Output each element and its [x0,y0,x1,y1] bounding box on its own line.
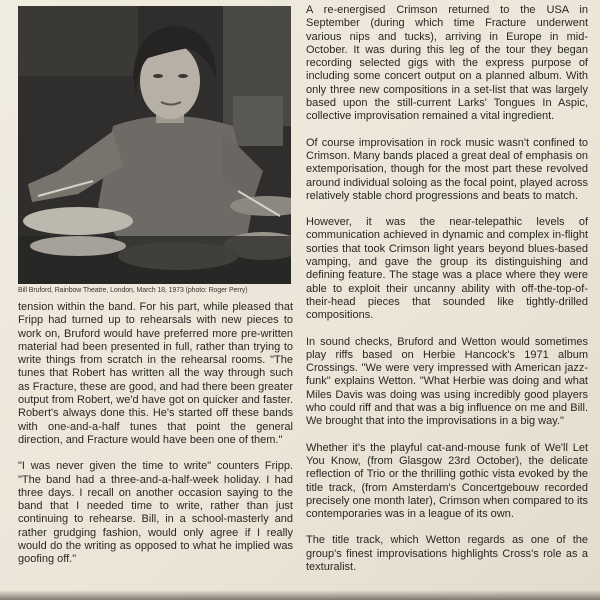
left-paragraph-2: "I was never given the time to write" counters Fripp. "The band had a three-and-a-half-week holiday. I had three days. I recall on another occasion saying to the band that I needed time to write, rather than just continuing to rehearse. Bill, in a school-masterly and rather grudging fashion, would only agree if I really would do the writing as opposed to what he implied was goofing off." [18,460,293,566]
right-text-column [306,4,588,574]
right-paragraph-6: The title track, which Wetton regards as one of the group's finest improvisations highlights Cross's role as a texturalist. [306,534,588,573]
right-paragraph-2: Of course improvisation in rock music wasn't confined to Crimson. Many bands placed a great deal of emphasis on extemporisation, though for the most part these revolved around individual soloing as the focal point, played across relatively stable chord progressions and beats to match. [306,136,588,202]
drummer-photo [18,6,291,284]
right-paragraph-1: A re-energised Crimson returned to the USA in September (during which time Fracture underwent various nips and tucks), arriving in Europe in mid-October. It was during this leg of the tour they began recording selected gigs with the express purpose of including some concert output on a planned album. With only three new compositions in a set-list that was largely based upon the still-current Larks' Tongues In Aspic, collective improvisation remained a vital ingredient. [306,4,588,123]
page-bottom-shadow [0,590,600,600]
right-paragraph-4: In sound checks, Bruford and Wetton would sometimes play riffs based on Herbie Hancock's 1971 album Crossings. "We were very impressed with American jazz-funk" explains Wetton. "What Herbie was doing and what Miles Davis was doing was using incredibly good players who could riff and that was a big influence on me and Bill. We brought that into the improvisations in a big way." [306,335,588,428]
photo-illustration [18,6,291,284]
photo-caption: Bill Bruford, Rainbow Theatre, London, March 18, 1973 (photo: Roger Perry) [18,287,248,294]
left-paragraph-1: tension within the band. For his part, while pleased that Fripp had turned up to rehearsals with new pieces to work on, Bruford would have preferred more pre-written material had been presented in full, rather than trying to write things from scratch in the rehearsal rooms. "The tunes that Robert has written all the way through such as Fracture, these are good, and had there been greater output from Robert, we'd have got on quicker and faster. Robert's always done this. He's started off these bands with one-and-a-half tunes that point the general direction, and Fracture would have been one of them." [18,301,293,446]
left-text-column [18,301,293,567]
right-paragraph-3: However, it was the near-telepathic levels of communication achieved in dynamic and complex in-flight sorties that took Crimson light years beyond blues-based vamping, and gave the group its distinguishing and defining feature. The stage was a place where they were able to exploit their uncanny ability with off-the-top-of-their-head pieces that sounded like tightly-drilled compositions. [306,216,588,322]
right-paragraph-5: Whether it's the playful cat-and-mouse funk of We'll Let You Know, (from Glasgow 23rd October), the delicate reflection of Trio or the thrilling gothic vista evoked by the title track, (from Amsterdam's Concertgebouw recorded precisely one month later), Crimson when compared to its contemporaries was in a league of its own. [306,441,588,521]
